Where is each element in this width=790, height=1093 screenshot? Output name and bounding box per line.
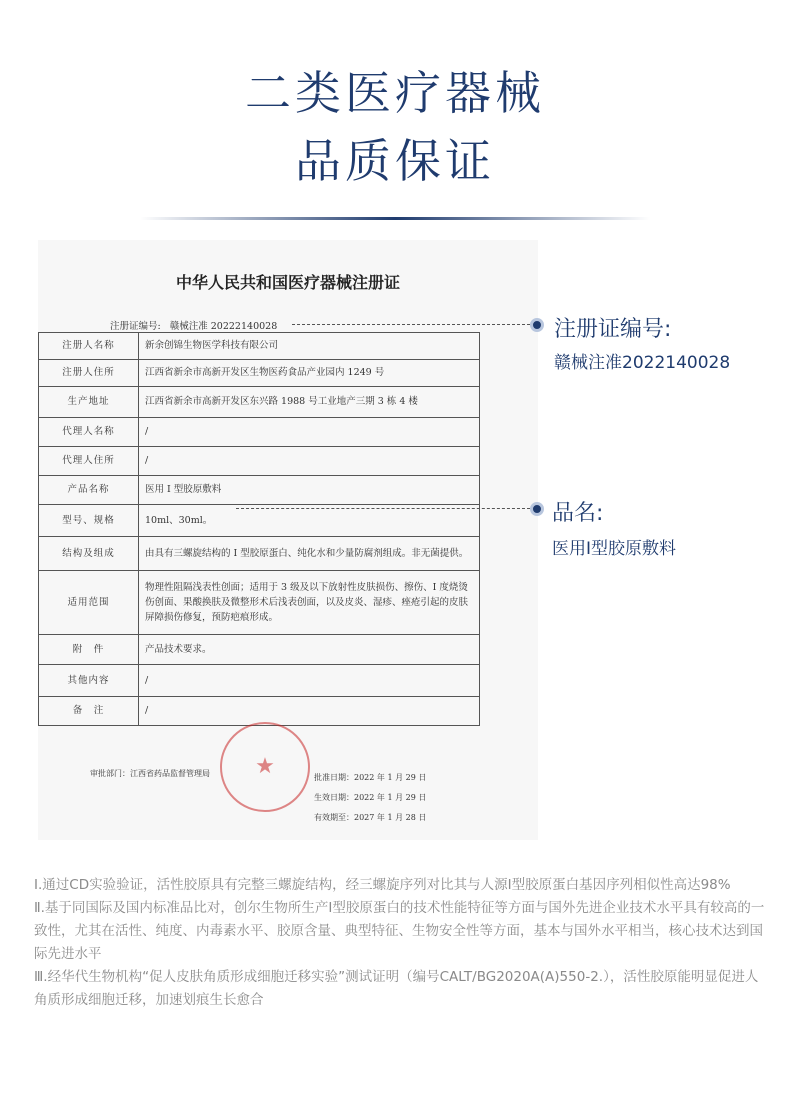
row-value: / xyxy=(139,447,480,476)
row-value: 10ml、30ml。 xyxy=(139,505,480,537)
row-label: 适用范围 xyxy=(39,571,139,635)
certificate-reg-number xyxy=(110,318,277,332)
row-value: / xyxy=(139,697,480,726)
row-label: 注册人名称 xyxy=(39,333,139,360)
approval-date: 批准日期：2022 年 1 月 29 日 xyxy=(314,773,427,782)
note-1: Ⅰ.通过CD实验验证，活性胶原具有完整三螺旋结构，经三螺旋序列对比其与人源Ⅰ型胶原蛋白基因序列相似性高达98% xyxy=(34,877,731,893)
name-callout-leader xyxy=(236,508,530,509)
row-value: 江西省新余市高新开发区生物医药食品产业园内 1249 号 xyxy=(139,360,480,387)
seal-icon: ★ xyxy=(220,722,310,812)
row-value: / xyxy=(139,418,480,447)
table-row xyxy=(39,635,480,665)
name-callout-value: 医用Ⅰ型胶原敷料 xyxy=(552,539,677,559)
effective-date: 生效日期：2022 年 1 月 29 日 xyxy=(314,793,427,802)
row-value: 江西省新余市高新开发区东兴路 1988 号工业地产三期 3 栋 4 楼 xyxy=(139,387,480,418)
table-row xyxy=(39,505,480,537)
note-3: Ⅲ.经华代生物机构“促人皮肤角质形成细胞迁移实验”测试证明（编号CALT/BG2020A(A)550-2.），活性胶原能明显促进人角质形成细胞迁移，加速划痕生长愈合 xyxy=(34,969,759,1008)
table-row xyxy=(39,476,480,505)
row-label: 代理人名称 xyxy=(39,418,139,447)
expiry-date: 有效期至：2027 年 1 月 28 日 xyxy=(314,813,427,822)
reg-callout-dot-icon xyxy=(530,318,544,332)
reg-callout-value: 赣械注准2022140028 xyxy=(554,353,731,373)
registration-certificate xyxy=(38,240,538,840)
row-label: 其他内容 xyxy=(39,665,139,697)
certificate-dates xyxy=(314,768,426,828)
row-label: 结构及组成 xyxy=(39,537,139,571)
hero-title-line1: 二类医疗器械 xyxy=(245,66,545,120)
row-label: 备 注 xyxy=(39,697,139,726)
row-label: 附 件 xyxy=(39,635,139,665)
row-value: 产品技术要求。 xyxy=(139,635,480,665)
row-value: 新余创锦生物医学科技有限公司 xyxy=(139,333,480,360)
reg-callout-title: 注册证编号: xyxy=(554,317,672,342)
name-callout-dot-icon xyxy=(530,502,544,516)
certificate-table xyxy=(38,332,480,726)
hero-title-line2: 品质保证 xyxy=(295,134,495,188)
certificate-title: 中华人民共和国医疗器械注册证 xyxy=(175,273,400,292)
table-row xyxy=(39,360,480,387)
table-row xyxy=(39,418,480,447)
table-row xyxy=(39,387,480,418)
reg-number-value: 赣械注准 20222140028 xyxy=(169,321,278,332)
approval-department: 审批部门：江西省药品监督管理局 xyxy=(90,769,210,778)
hero-heading xyxy=(0,60,790,194)
row-value: / xyxy=(139,665,480,697)
row-value: 医用 I 型胶原敷料 xyxy=(139,476,480,505)
table-row xyxy=(39,697,480,726)
name-callout-title: 品名: xyxy=(552,501,604,526)
table-row xyxy=(39,665,480,697)
row-label: 型号、规格 xyxy=(39,505,139,537)
row-label: 注册人住所 xyxy=(39,360,139,387)
table-row xyxy=(39,333,480,360)
table-row xyxy=(39,571,480,635)
reg-number-label: 注册证编号: xyxy=(110,321,161,332)
row-label: 产品名称 xyxy=(39,476,139,505)
evidence-notes xyxy=(34,874,769,1012)
table-row xyxy=(39,447,480,476)
note-2: Ⅱ.基于同国际及国内标准品比对，创尔生物所生产Ⅰ型胶原蛋白的技术性能特征等方面与国外先进企业技术水平具有较高的一致性，尤其在活性、纯度、内毒素水平、胶原含量、典型特征、生物安全性等方面，基本与国外水平相当，核心技术达到国际先进水平 xyxy=(34,900,765,962)
row-value: 由具有三螺旋结构的 I 型胶原蛋白、纯化水和少量防腐剂组成。非无菌提供。 xyxy=(139,537,480,571)
table-row xyxy=(39,537,480,571)
row-label: 代理人住所 xyxy=(39,447,139,476)
row-label: 生产地址 xyxy=(39,387,139,418)
row-value: 物理性阻隔浅表性创面；适用于 3 级及以下放射性皮肤损伤、擦伤、I 度烧烫伤创面、果酸换肤及微整形术后浅表创面，以及皮炎、湿疹、痤疮引起的皮肤屏障损伤修复，预防疤痕形成。 xyxy=(139,571,480,635)
reg-callout-leader xyxy=(292,324,530,325)
hero-divider xyxy=(140,217,650,220)
